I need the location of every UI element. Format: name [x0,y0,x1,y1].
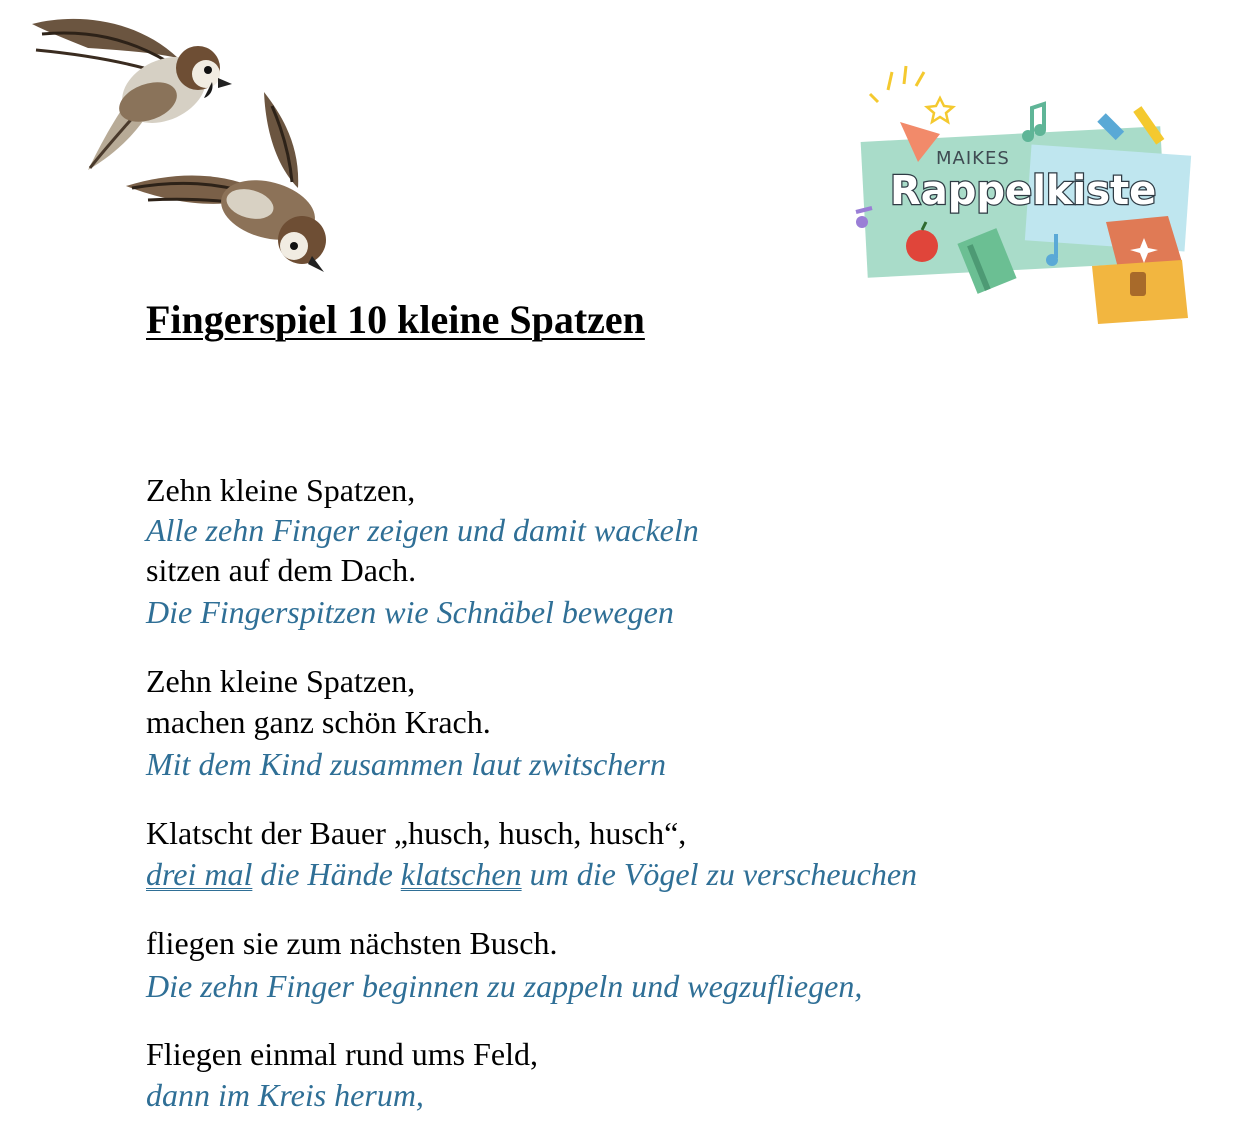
verse-line: Klatscht der Bauer „husch, husch, husch“, [146,815,687,851]
instruction-text: um die Vögel zu verscheuchen [521,856,918,892]
verse-line: Zehn kleine Spatzen, [146,472,416,508]
instruction-line: Alle zehn Finger zeigen und damit wackeln [146,512,699,548]
document-title: Fingerspiel 10 kleine Spatzen [146,297,645,342]
underlined-phrase: klatschen [400,856,522,892]
instruction-line: dann im Kreis herum, [146,1077,424,1113]
star-icon [927,98,953,122]
verse-line: sitzen auf dem Dach. [146,552,417,588]
instruction-line: Mit dem Kind zusammen laut zwitschern [146,746,666,782]
verse-line: fliegen sie zum nächsten Busch. [146,925,558,961]
verse-line: Fliegen einmal rund ums Feld, [146,1036,538,1072]
sparrow-upper-image [32,19,232,170]
verse-line: machen ganz schön Krach. [146,704,491,740]
verse-line: Zehn kleine Spatzen, [146,663,416,699]
sparrows-illustration [28,10,338,278]
instruction-line [146,854,917,894]
logo-top-text: MAIKES [936,148,1010,169]
instruction-text: die Hände [252,856,401,892]
maikes-rappelkiste-logo [848,62,1204,328]
instruction-line: Die zehn Finger beginnen zu zappeln und wegzufliegen, [146,968,863,1004]
logo-main-text: Rappelkiste [890,168,1157,214]
instruction-line: Die Fingerspitzen wie Schnäbel bewegen [146,594,674,630]
underlined-phrase: drei mal [146,856,253,892]
